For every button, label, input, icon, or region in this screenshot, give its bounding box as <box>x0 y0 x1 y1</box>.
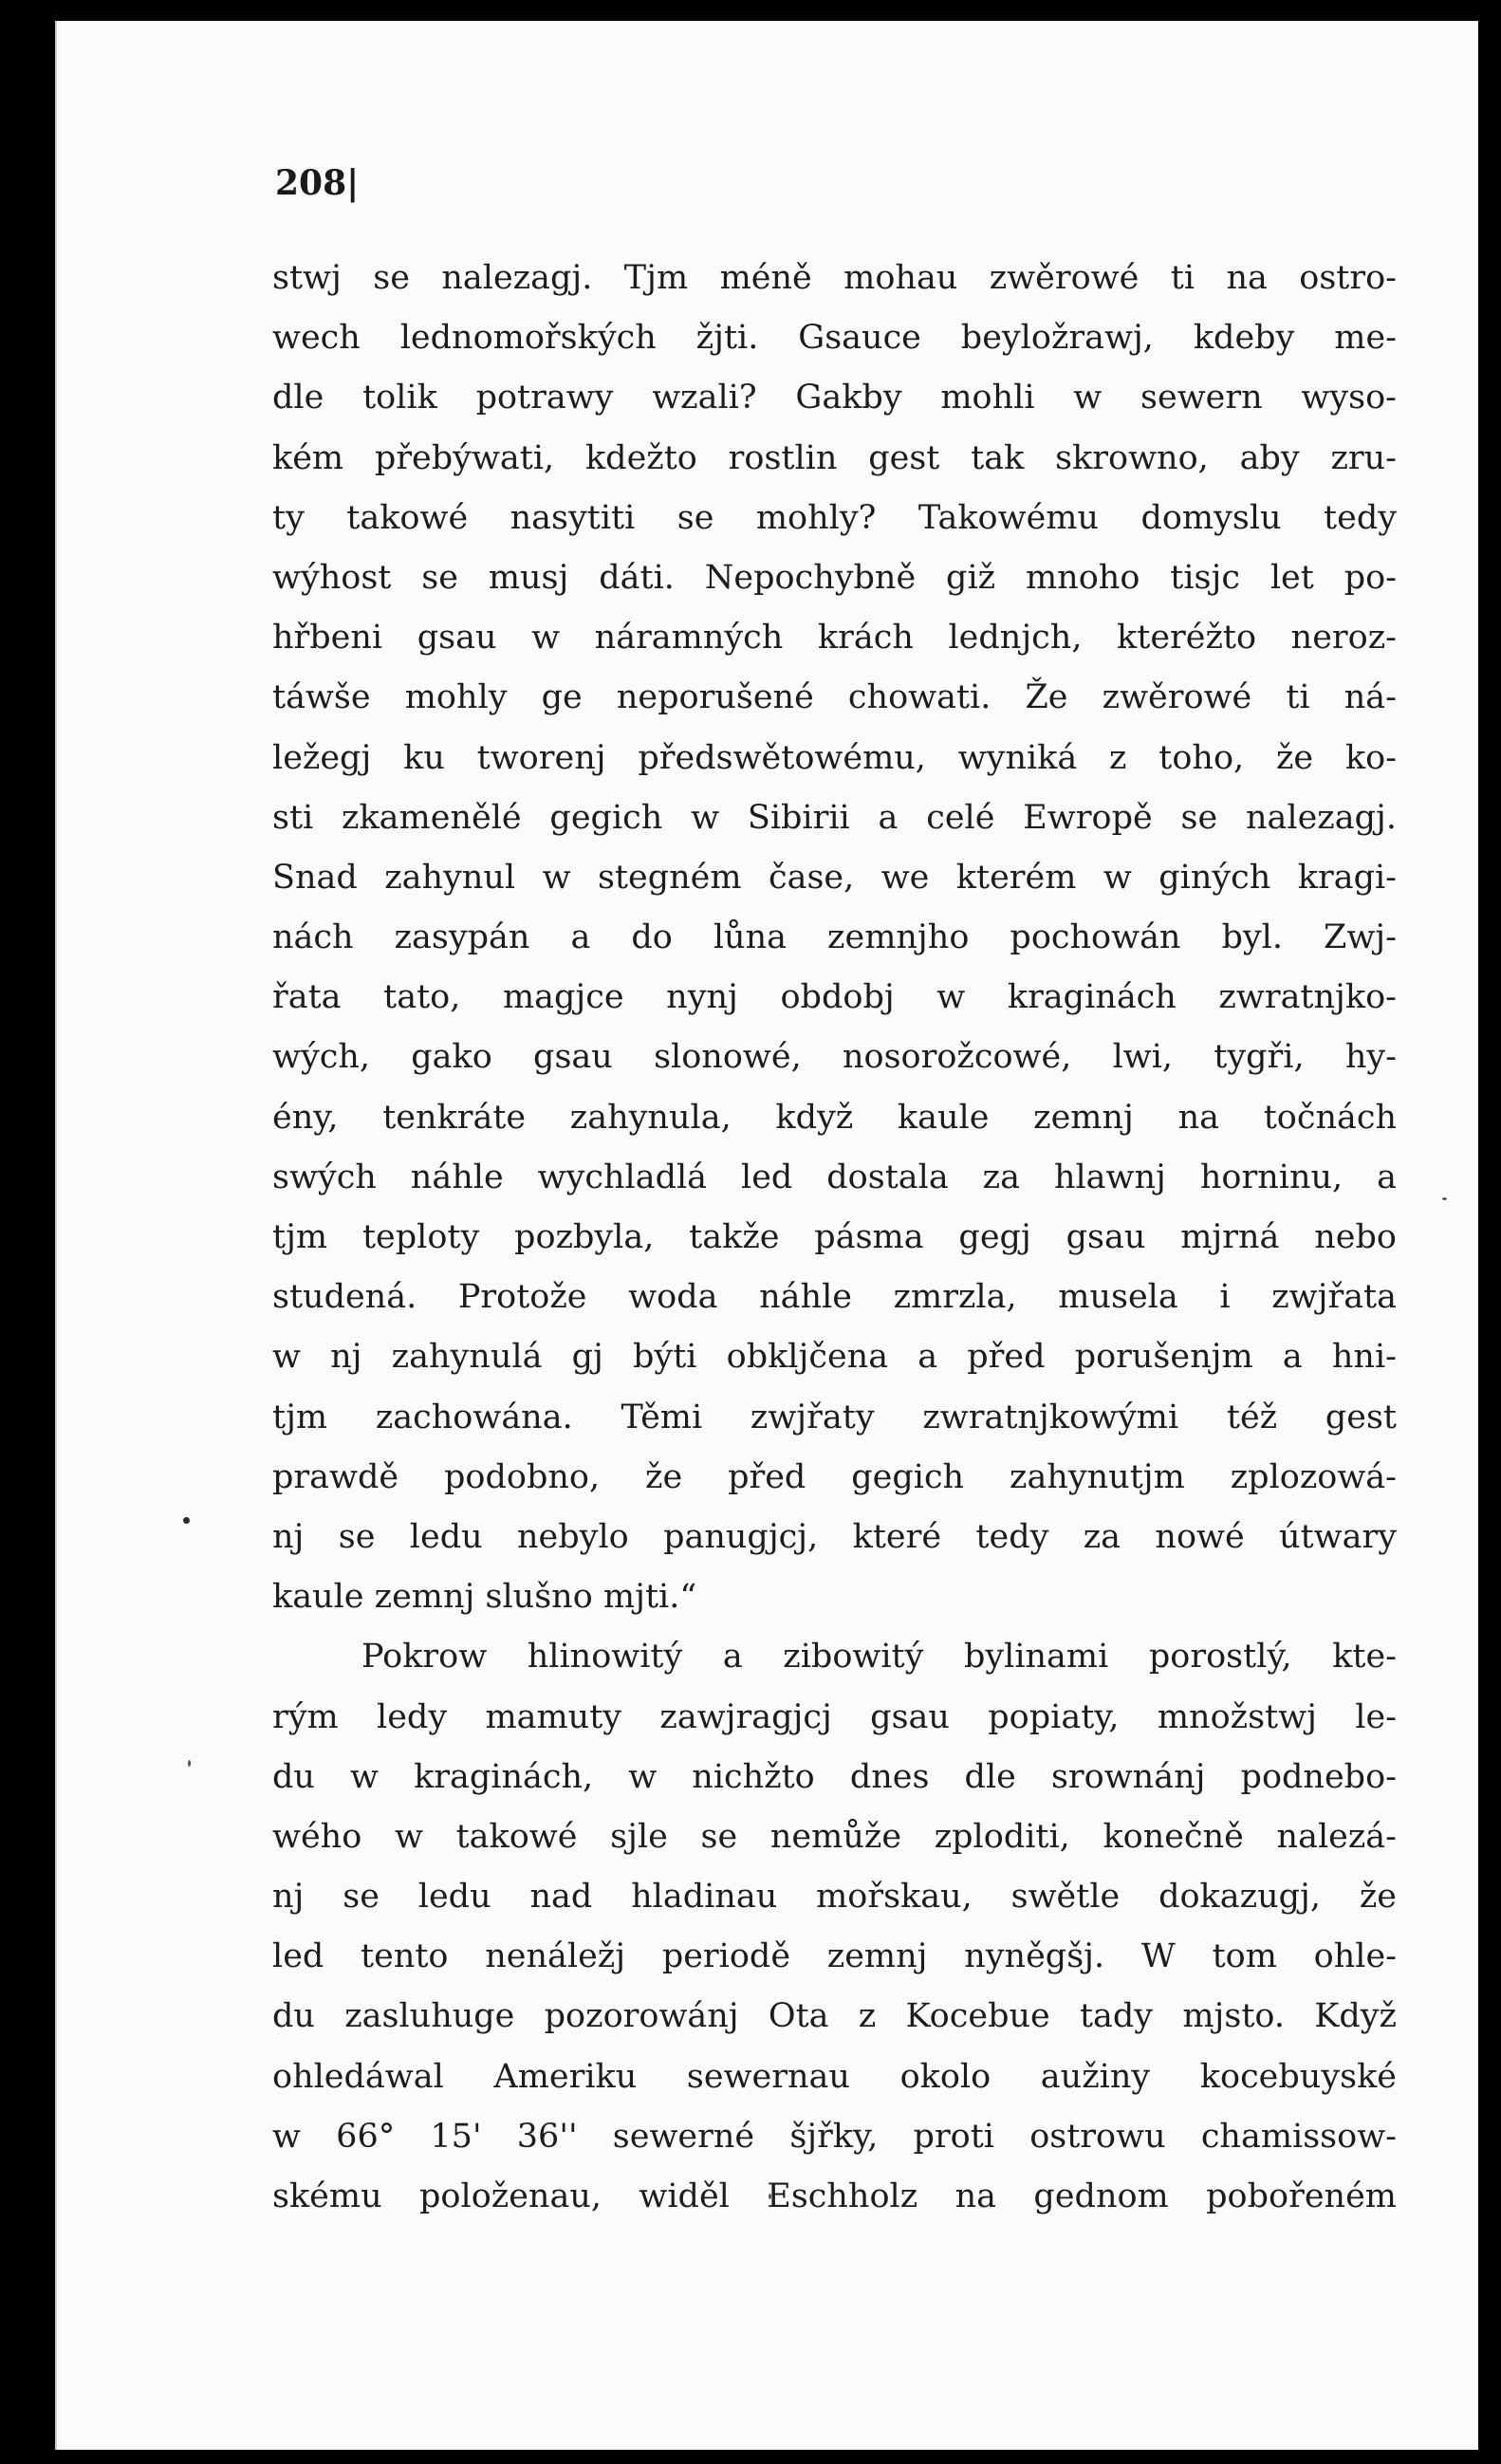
body-text <box>272 249 1397 2227</box>
text-line: skému položenau, widěl Eschholz na gednom pobořeném <box>272 2177 1397 2215</box>
text-line: dle tolik potrawy wzali? Gakby mohli w sewern wyso- <box>272 379 1397 417</box>
text-line: stwj se nalezagj. Tjm méně mohau zwěrowé ti na ostro- <box>272 259 1397 297</box>
ink-speck <box>1442 1197 1447 1200</box>
text-line: wého w takowé sjle se nemůže zploditi, konečně nalezá- <box>272 1817 1397 1856</box>
text-line: nj se ledu nebylo panugjcj, které tedy za nowé útwary <box>272 1517 1397 1556</box>
text-line: táwše mohly ge neporušené chowati. Že zwěrowé ti ná- <box>272 678 1397 717</box>
text-line: ty takowé nasytiti se mohly? Takowému domyslu tedy <box>272 498 1397 537</box>
text-line: Snad zahynul w stegném čase, we kterém w giných kragi- <box>272 858 1397 897</box>
text-line: w nj zahynulá gj býti obkljčena a před porušenjm a hni- <box>272 1338 1397 1377</box>
page-number: 208| <box>275 163 360 203</box>
text-line: ležegj ku tworenj předswětowému, wyniká z toho, že ko- <box>272 738 1397 777</box>
paragraph-first-line: Pokrow hlinowitý a zibowitý bylinami porostlý, kte- <box>361 1638 1397 1677</box>
text-line: wech lednomořských žjti. Gsauce beyložrawj, kdeby me- <box>272 319 1397 358</box>
text-line: nách zasypán a do lůna zemnjho pochowán byl. Zwj- <box>272 918 1397 957</box>
text-line: kém přebýwati, kdežto rostlin gest tak skrowno, aby zru- <box>272 438 1397 477</box>
text-line: swých náhle wychladlá led dostala za hlawnj horninu, a <box>272 1158 1397 1196</box>
text-line: du zasluhuge pozorowánj Ota z Kocebue tady mjsto. Když <box>272 1997 1397 2036</box>
text-line: led tento nenáležj periodě zemnj nyněgšj. W tom ohle- <box>272 1937 1397 1976</box>
text-line: tjm zachowána. Těmi zwjřaty zwratnjkowými též gest <box>272 1398 1397 1436</box>
text-line: rým ledy mamuty zawjragjcj gsau popiaty, množstwj le- <box>272 1697 1397 1736</box>
text-line: ohledáwal Ameriku sewernau okolo aužiny kocebuyské <box>272 2057 1397 2096</box>
text-line: nj se ledu nad hladinau mořskau, swětle dokazugj, že <box>272 1878 1397 1917</box>
text-line: tjm teploty pozbyla, takže pásma gegj gsau mjrná nebo <box>272 1218 1397 1256</box>
ink-speck <box>188 1760 191 1767</box>
text-line: kaule zemnj slušno mjti.“ <box>272 1578 697 1617</box>
text-line: wýhost se musj dáti. Nepochybně giž mnoho tisjc let po- <box>272 558 1397 597</box>
text-line: w 66° 15' 36'' sewerné šjřky, proti ostrowu chamissow- <box>272 2117 1397 2156</box>
text-line: hřbeni gsau w náramných krách lednjch, kteréžto neroz- <box>272 619 1397 658</box>
text-line: prawdě podobno, že před gegich zahynutjm zplozowá- <box>272 1457 1397 1496</box>
text-line: ény, tenkráte zahynula, když kaule zemnj na točnách <box>272 1098 1397 1137</box>
text-line: studená. Protože woda náhle zmrzla, musela i zwjřata <box>272 1278 1397 1317</box>
text-line: řata tato, magjce nynj obdobj w kraginách zwratnjko- <box>272 978 1397 1017</box>
text-line: wých, gako gsau slonowé, nosorožcowé, lwi, tygři, hy- <box>272 1038 1397 1077</box>
margin-mark <box>183 1517 190 1524</box>
page-edge <box>55 21 57 2450</box>
text-line: du w kraginách, w nichžto dnes dle srownánj podnebo- <box>272 1757 1397 1796</box>
text-line: sti zkamenělé gegich w Sibirii a celé Ewropě se nalezagj. <box>272 798 1397 837</box>
